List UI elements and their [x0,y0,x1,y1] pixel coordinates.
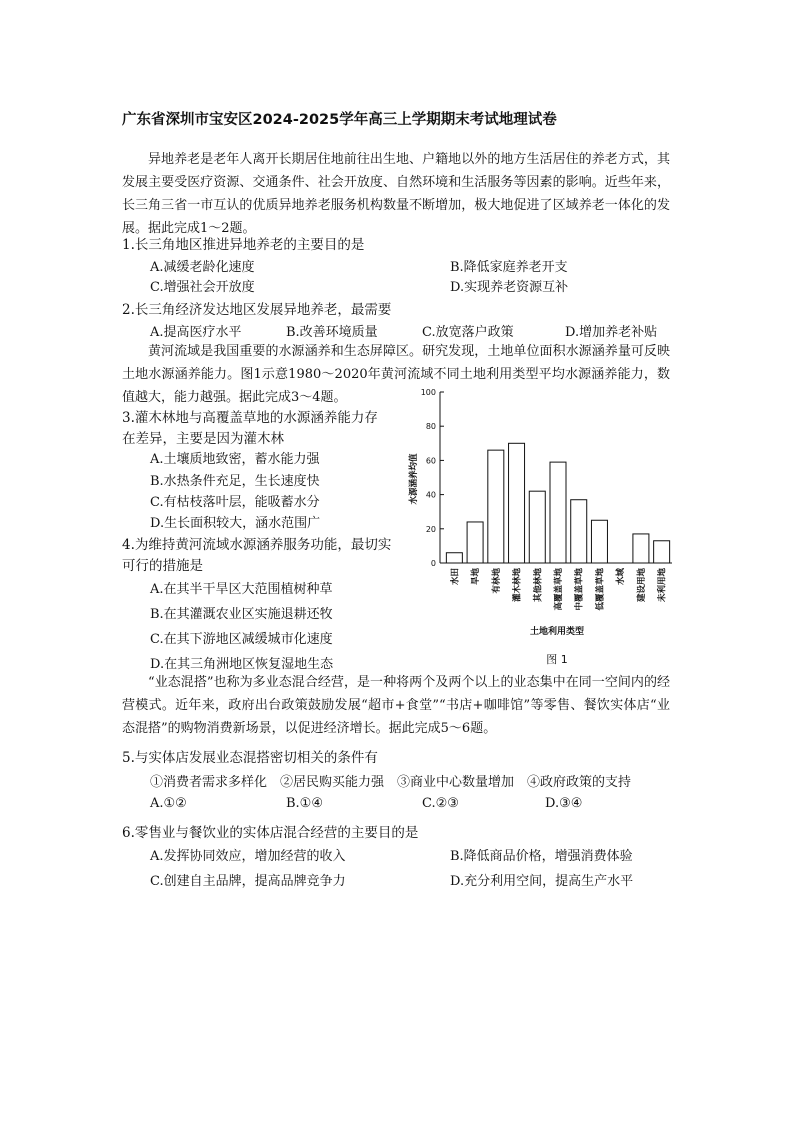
chart-y-tick-label: 40 [425,490,436,500]
passage-3: “业态混搭”也称为多业态混合经营，是一种将两个及两个以上的业态集中在同一空间内的经营模式。近年来，政府出台政策鼓励发展“超市+食堂”“书店+咖啡馆”等零售、餐饮实体店“业态混搭”的购物消费新场景，以促进经济增长。据此完成5～6题。 [122,675,670,736]
chart-category-label: 其他林地 [533,568,544,603]
question-6-option-d: D.充分利用空间，提高生产水平 [450,874,634,889]
question-6-option-a: A.发挥协同效应，增加经营的收入 [150,849,346,864]
question-3-stem-line2: 在差异，主要是因为灌木林 [122,431,284,447]
passage-2: 黄河流域是我国重要的水源涵养和生态屏障区。研究发现，土地单位面积水源涵养量可反映土地水源涵养能力。图1示意1980～2020年黄河流域不同土地利用类型平均水源涵养能力，数值越大，能力越强。据此完成3～4题。 [122,344,670,405]
question-5-statements: ①消费者需求多样化 ②居民购买能力强 ③商业中心数量增加 ④政府政策的支持 [150,775,632,790]
question-2-option-c: C.放宽落户政策 [422,325,514,340]
chart-bar [446,553,462,563]
question-3-option-a: A.土壤质地致密，蓄水能力强 [150,452,320,467]
question-5-option-d: D.③④ [545,796,583,811]
question-1-option-d: D.实现养老资源互补 [450,280,569,295]
question-1-option-c: C.增强社会开放度 [150,280,255,295]
chart-y-tick-label: 100 [420,388,436,397]
chart-bar [509,443,525,563]
page-title: 广东省深圳市宝安区2024-2025学年高三上学期期末考试地理试卷 [122,112,557,128]
chart-y-axis-label: 水源涵养均值 [409,453,419,505]
chart-category-label: 未利用地 [657,568,668,603]
question-4-option-a: A.在其半干旱区大范围植树种草 [150,582,333,597]
chart-category-label: 建设用地 [636,568,647,603]
passage-1: 异地养老是老年人离开长期居住地前往出生地、户籍地以外的地方生活居住的养老方式，其发展主要受医疗资源、交通条件、社会开放度、自然环境和生活服务等因素的影响。近些年来，长三角三省一市互认的优质异地养老服务机构数量不断增加，极大地促进了区域养老一体化的发展。据此完成1～2题。 [122,152,670,236]
chart-x-axis-label: 土地利用类型 [529,627,585,637]
chart-category-label: 中覆盖草地 [574,568,585,611]
chart-bar [633,534,649,563]
chart-category-labels [449,568,667,612]
question-4-option-d: D.在其三角洲地区恢复湿地生态 [150,657,334,672]
question-4-option-b: B.在其灌溉农业区实施退耕还牧 [150,607,333,622]
chart-y-tick-label: 60 [425,456,436,466]
chart-bars [446,443,669,563]
chart-category-label: 有林地 [491,568,502,594]
question-3-option-c: C.有枯枝落叶层，能吸蓄水分 [150,495,320,510]
chart-category-label: 灌木林地 [512,568,523,603]
chart-bar [488,450,504,563]
chart-category-label: 低覆盖草地 [595,568,606,611]
question-6-stem: 6.零售业与餐饮业的实体店混合经营的主要目的是 [122,825,419,841]
chart-y-tick-label: 0 [430,559,436,568]
question-4-option-c: C.在其下游地区减缓城市化速度 [150,632,333,647]
chart-y-tick-label: 20 [425,524,436,534]
question-3-option-d: D.生长面积较大，涵水范围广 [150,516,321,531]
chart-bar [654,541,670,563]
question-2-option-d: D.增加养老补贴 [565,325,658,340]
chart-category-label: 旱地 [471,568,482,586]
question-6-option-b: B.降低商品价格，增强消费体验 [450,849,633,864]
question-3-stem-line1: 3.灌木林地与高覆盖草地的水源涵养能力存 [122,410,378,426]
chart-category-label: 高覆盖草地 [554,568,564,611]
question-2-option-a: A.提高医疗水平 [150,325,242,340]
question-6-option-c: C.创建自主品牌，提高品牌竞争力 [150,874,346,889]
question-5-stem: 5.与实体店发展业态混搭密切相关的条件有 [122,750,378,766]
chart-bar [591,520,607,563]
chart-category-label: 水田 [450,568,461,586]
chart-bar [550,462,566,563]
question-5-option-a: A.①② [150,796,187,811]
chart-bar [529,491,545,563]
chart-category-label: 水域 [616,568,627,586]
question-4-stem-line2: 可行的措施是 [122,558,203,574]
question-5-option-b: B.①④ [286,796,323,811]
land-use-chart [400,382,685,672]
chart-y-tick-label: 80 [425,422,436,432]
chart-bar [571,500,587,563]
question-1-option-a: A.减缓老龄化速度 [150,260,255,275]
question-5-option-c: C.②③ [422,796,459,811]
question-1-option-b: B.降低家庭养老开支 [450,260,568,275]
chart-caption: 图 1 [546,653,568,666]
question-2-option-b: B.改善环境质量 [286,325,378,340]
question-2-stem: 2.长三角经济发达地区发展异地养老，最需要 [122,302,392,318]
question-3-option-b: B.水热条件充足，生长速度快 [150,474,320,489]
question-1-stem: 1.长三角地区推进异地养老的主要目的是 [122,237,365,253]
question-4-stem-line1: 4.为维持黄河流域水源涵养服务功能，最切实 [122,537,392,553]
chart-bar [467,522,483,563]
